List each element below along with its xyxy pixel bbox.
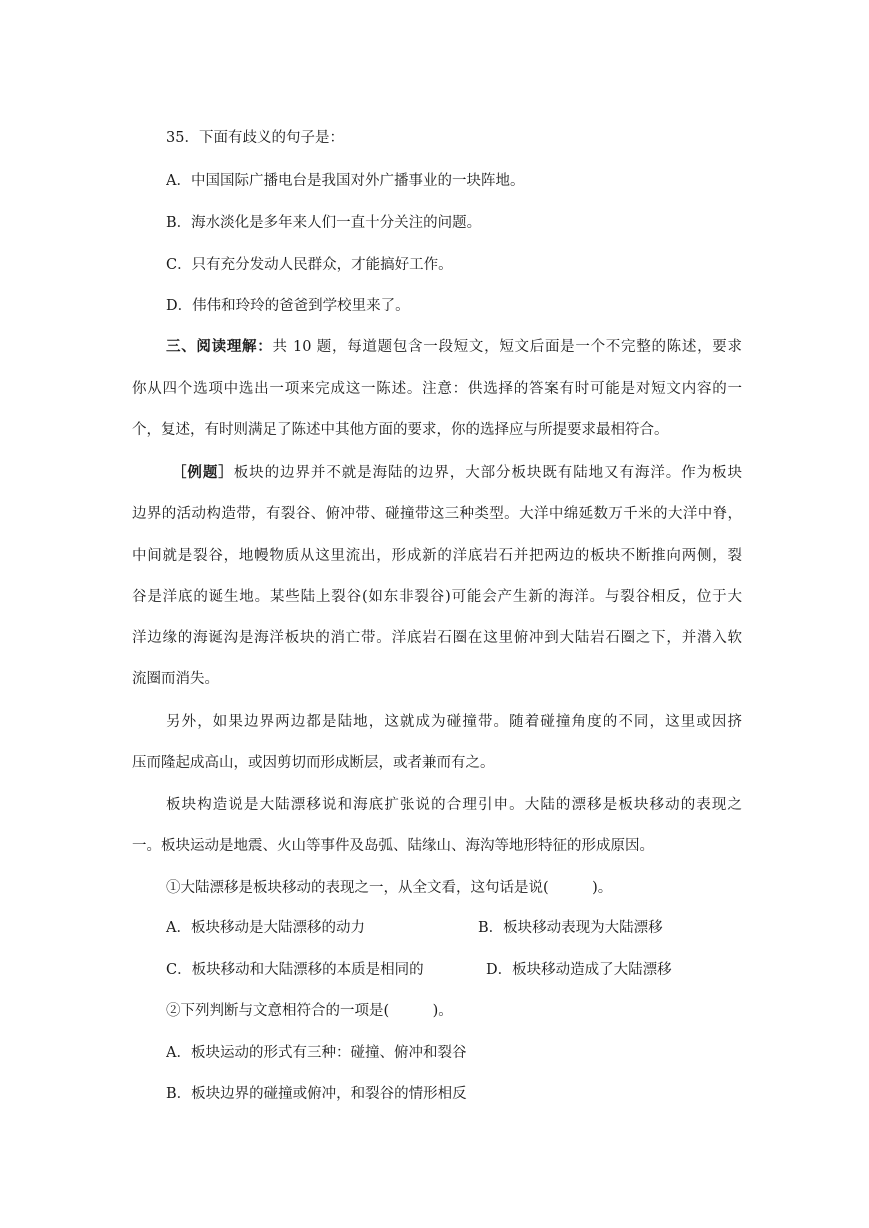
question-35-option-c: C．只有充分发动人民群众，才能搞好工作。 [166, 257, 453, 273]
sub-question-1-option-d: D．板块移动造成了大陆漂移 [486, 962, 672, 978]
example-paragraph-2-line-1: 另外，如果边界两边都是陆地，这就成为碰撞带。随着碰撞角度的不同，这里或因挤 [166, 714, 742, 730]
section-3-heading: 三、阅读理解： [166, 338, 273, 355]
sub-question-2-stem: ②下列判断与文意相符合的一项是( )。 [166, 1003, 453, 1019]
sub-question-1-option-b: B．板块移动表现为大陆漂移 [478, 920, 663, 936]
example-paragraph-1-line-6: 流圈而消失。 [132, 671, 219, 687]
example-paragraph-3-line-2: 一。板块运动是地震、火山等事件及岛弧、陆缘山、海沟等地形特征的形成原因。 [132, 838, 654, 854]
example-paragraph-2-line-2: 压而隆起成高山，或因剪切而形成断层，或者兼而有之。 [132, 755, 495, 771]
example-paragraph-1-line-4: 谷是洋底的诞生地。某些陆上裂谷(如东非裂谷)可能会产生新的海洋。与裂谷相反，位于大 [132, 589, 742, 605]
question-35-option-d: D．伟伟和玲玲的爸爸到学校里来了。 [166, 298, 410, 314]
question-35-option-b: B．海水淡化是多年来人们一直十分关注的问题。 [166, 215, 482, 231]
sub-question-1-option-c: C．板块移动和大陆漂移的本质是相同的 [166, 962, 424, 978]
sub-question-2-option-a: A．板块运动的形式有三种：碰撞、俯冲和裂谷 [166, 1045, 467, 1061]
section-3-intro-line-1: 三、阅读理解：共 10 题，每道题包含一段短文，短文后面是一个不完整的陈述，要求 [166, 338, 742, 355]
question-35-option-a: A．中国国际广播电台是我国对外广播事业的一块阵地。 [166, 173, 525, 189]
example-paragraph-1-line-2: 边界的活动构造带，有裂谷、俯冲带、碰撞带这三种类型。大洋中绵延数万千米的大洋中脊， [132, 506, 742, 522]
section-3-intro-line-3: 个，复述，有时则满足了陈述中其他方面的要求，你的选择应与所提要求最相符合。 [132, 422, 669, 438]
sub-question-2-option-b: B．板块边界的碰撞或俯冲，和裂谷的情形相反 [166, 1086, 467, 1102]
example-paragraph-1-line-1: ［例题］板块的边界并不就是海陆的边界，大部分板块既有陆地又有海洋。作为板块 [172, 464, 742, 481]
example-label: ［例题］ [172, 464, 234, 481]
example-paragraph-1-line-5: 洋边缘的海诞沟是海洋板块的消亡带。洋底岩石圈在这里俯冲到大陆岩石圈之下，并潜入软 [132, 630, 742, 646]
question-35-stem: 35．下面有歧义的句子是： [166, 130, 344, 146]
section-3-intro-line-2: 你从四个选项中选出一项来完成这一陈述。注意：供选择的答案有时可能是对短文内容的一 [132, 381, 742, 397]
example-paragraph-3-line-1: 板块构造说是大陆漂移说和海底扩张说的合理引申。大陆的漂移是板块移动的表现之 [166, 797, 742, 813]
sub-question-1-stem: ①大陆漂移是板块移动的表现之一，从全文看，这句话是说( )。 [166, 880, 613, 896]
example-paragraph-1-line-3: 中间就是裂谷，地幔物质从这里流出，形成新的洋底岩石并把两边的板块不断推向两侧，裂 [132, 548, 742, 564]
sub-question-1-option-a: A．板块移动是大陆漂移的动力 [166, 920, 365, 936]
